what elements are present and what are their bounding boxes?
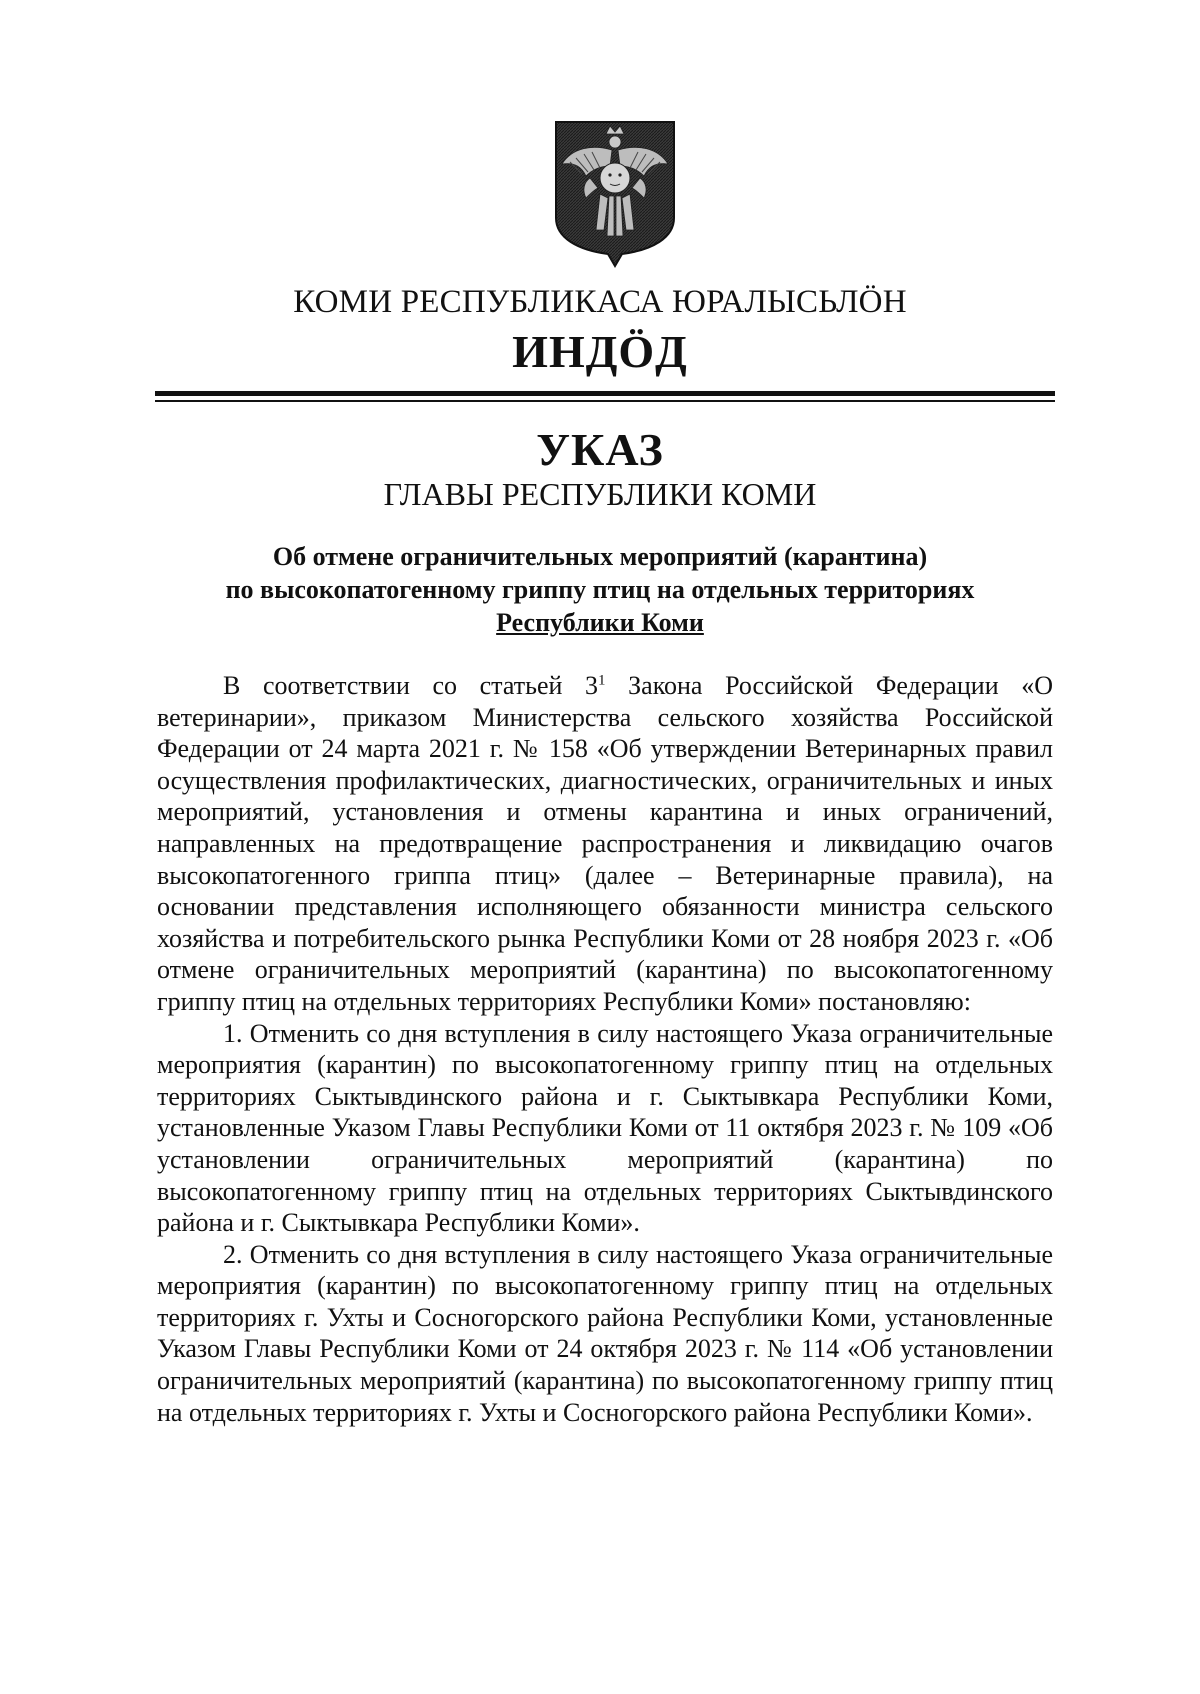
article-superscript: 1 xyxy=(598,672,606,689)
header-line-komi-title: КОМИ РЕСПУБЛИКАСА ЮРАЛЫСЬЛÖН xyxy=(293,284,907,320)
preamble-paragraph xyxy=(157,670,1053,1018)
document-body xyxy=(157,670,1053,1428)
header-divider-thin xyxy=(155,400,1055,402)
decree-item-1: 1. Отменить со дня вступления в силу настоящего Указа ограничительные мероприятия (карантин) по высокопатогенному гриппу птиц на отдельных территориях Сыктывдинского района и г. Сыктывкара Республики Коми, установленные Указом Главы Республики Коми от 11 октября 2023 г. № 109 «Об установлении ограничительных мероприятий (карантина) по высокопатогенному гриппу птиц на отдельных территориях Сыктывдинского района и г. Сыктывкара Республики Коми». xyxy=(157,1018,1053,1238)
document-title-line: Республики Коми xyxy=(496,608,704,637)
document-title-line: по высокопатогенному гриппу птиц на отдельных территориях xyxy=(225,575,975,604)
document-title xyxy=(150,540,1050,639)
preamble-text-start: В соответствии со статьей 3 xyxy=(223,671,599,700)
header-line-komi-type: ИНДÖД xyxy=(512,326,688,377)
decree-item-2: 2. Отменить со дня вступления в силу настоящего Указа ограничительные мероприятия (карантин) по высокопатогенному гриппу птиц на отдельных территориях г. Ухты и Сосногорского района Республики Коми, установленные Указом Главы Республики Коми от 24 октября 2023 г. № 114 «Об установлении ограничительных мероприятий (карантина) по высокопатогенному гриппу птиц на отдельных территориях г. Ухты и Сосногорского района Республики Коми». xyxy=(157,1239,1053,1427)
coat-of-arms-icon xyxy=(552,118,678,268)
document-title-line: Об отмене ограничительных мероприятий (карантина) xyxy=(272,542,928,571)
header-divider-thick xyxy=(155,391,1055,396)
document-issuer: ГЛАВЫ РЕСПУБЛИКИ КОМИ xyxy=(383,476,817,512)
preamble-text-rest: Закона Российской Федерации «О ветеринарии», приказом Министерства сельского хозяйства Российской Федерации от 24 марта 2021 г. № 158 «Об утверждении Ветеринарных правил осуществления профилактических, диагностических, ограничительных и иных мероприятий, установления и отмены карантина и иных ограничений, направленных на предотвращение распространения и ликвидацию очагов высокопатогенного гриппа птиц» (далее – Ветеринарные правила), на основании представления исполняющего обязанности министра сельского хозяйства и потребительского рынка Республики Коми от 28 ноября 2023 г. «Об отмене ограничительных мероприятий (карантина) по высокопатогенному гриппу птиц на отдельных территориях Республики Коми» постановляю: xyxy=(157,671,1053,1016)
document-type: УКАЗ xyxy=(536,424,664,475)
